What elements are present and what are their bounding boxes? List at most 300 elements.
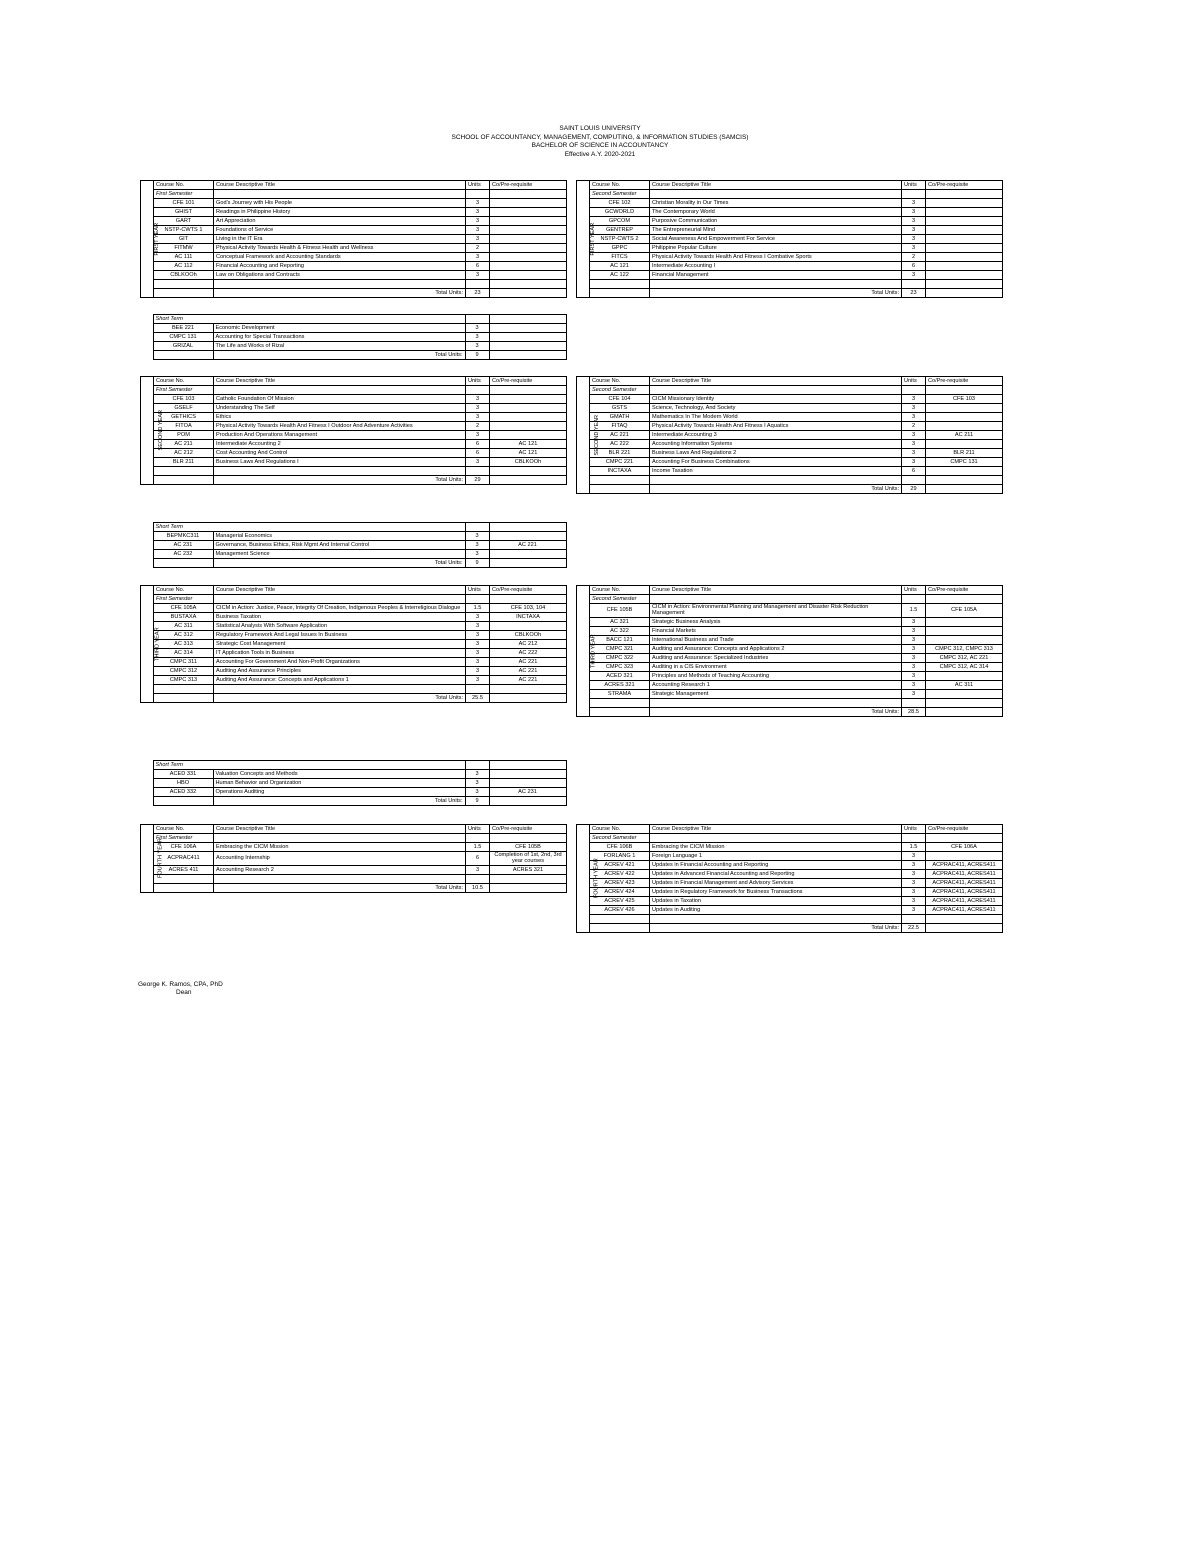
table-row bbox=[577, 199, 1003, 208]
empty-cell bbox=[153, 351, 213, 360]
course-prereq bbox=[490, 226, 567, 235]
course-title: Financial Management bbox=[650, 271, 902, 280]
course-title: Accounting For Business Combinations bbox=[650, 458, 902, 467]
course-code: CMPC 321 bbox=[590, 644, 650, 653]
effectivity: Effective A.Y. 2020-2021 bbox=[564, 150, 636, 158]
course-title: Physical Activity Towards Health And Fitness I Outdoor And Adventure Activities bbox=[214, 422, 466, 431]
col-title: Course Descriptive Title bbox=[650, 181, 902, 190]
table-row bbox=[141, 613, 567, 622]
course-title: Strategic Cost Management bbox=[214, 640, 466, 649]
course-units: 3 bbox=[466, 413, 490, 422]
table-row bbox=[577, 680, 1003, 689]
empty-cell bbox=[490, 476, 567, 485]
short-term-label: Short Term bbox=[153, 761, 465, 770]
course-prereq bbox=[926, 467, 1003, 476]
course-title: The Entrepreneurial Mind bbox=[650, 226, 902, 235]
course-title: IT Application Tools in Business bbox=[214, 649, 466, 658]
empty-cell bbox=[489, 761, 566, 770]
table-row bbox=[577, 653, 1003, 662]
table-header-row bbox=[140, 315, 566, 324]
course-code: GART bbox=[154, 217, 214, 226]
empty-cell bbox=[926, 707, 1003, 716]
empty-cell bbox=[490, 467, 567, 476]
col-title: Course Descriptive Title bbox=[214, 825, 466, 834]
empty-cell bbox=[902, 190, 926, 199]
course-code: STRAMA bbox=[590, 689, 650, 698]
course-title: International Business and Trade bbox=[650, 635, 902, 644]
course-prereq bbox=[490, 404, 567, 413]
empty-cell bbox=[140, 550, 153, 559]
col-units: Units bbox=[902, 181, 926, 190]
course-units: 3 bbox=[902, 680, 926, 689]
course-title: Auditing in a CIS Environment bbox=[650, 662, 902, 671]
blank-row bbox=[577, 280, 1003, 289]
table-row bbox=[141, 404, 567, 413]
empty-cell bbox=[926, 190, 1003, 199]
short-term-label: Short Term bbox=[153, 315, 465, 324]
course-code: CMPC 131 bbox=[153, 333, 213, 342]
table-row bbox=[141, 440, 567, 449]
course-code: AC 232 bbox=[153, 550, 213, 559]
col-units: Units bbox=[902, 377, 926, 386]
course-title: Operations Auditing bbox=[213, 788, 465, 797]
table-header-row bbox=[577, 586, 1003, 595]
col-prereq: Co/Pre-requisite bbox=[490, 377, 567, 386]
table-row bbox=[577, 689, 1003, 698]
course-units: 3 bbox=[902, 217, 926, 226]
table-row bbox=[577, 906, 1003, 915]
course-code: AC 212 bbox=[154, 449, 214, 458]
course-units: 3 bbox=[466, 658, 490, 667]
course-code: AC 321 bbox=[590, 617, 650, 626]
table-row bbox=[140, 788, 566, 797]
curriculum-table-3-short bbox=[140, 760, 566, 806]
course-prereq: AC 311 bbox=[926, 680, 1003, 689]
total-units: 10.5 bbox=[466, 883, 490, 892]
course-prereq bbox=[926, 689, 1003, 698]
total-units: 25.5 bbox=[466, 694, 490, 703]
empty-cell bbox=[465, 315, 489, 324]
course-units: 3 bbox=[902, 208, 926, 217]
col-units: Units bbox=[466, 377, 490, 386]
course-prereq bbox=[926, 199, 1003, 208]
course-prereq bbox=[926, 404, 1003, 413]
empty-cell bbox=[902, 915, 926, 924]
curriculum-table-1-second bbox=[576, 180, 1002, 298]
empty-cell bbox=[902, 280, 926, 289]
course-code: AC 222 bbox=[590, 440, 650, 449]
course-title: The Contemporary World bbox=[650, 208, 902, 217]
year-label bbox=[140, 523, 153, 532]
course-units: 6 bbox=[902, 262, 926, 271]
course-prereq bbox=[490, 271, 567, 280]
table-row bbox=[577, 226, 1003, 235]
course-title: Physical Activity Towards Health And Fitness I Aquatics bbox=[650, 422, 902, 431]
empty-cell bbox=[214, 386, 466, 395]
course-title: CICM in Action: Environmental Planning and Management and Disaster Risk Reduction Management bbox=[650, 604, 902, 618]
table-row bbox=[140, 324, 566, 333]
empty-cell bbox=[490, 834, 567, 843]
table-row bbox=[577, 271, 1003, 280]
course-title: Readings in Philippine History bbox=[214, 208, 466, 217]
table-row bbox=[577, 467, 1003, 476]
col-title: Course Descriptive Title bbox=[214, 586, 466, 595]
col-course-no: Course No. bbox=[590, 377, 650, 386]
total-label: Total Units: bbox=[214, 694, 466, 703]
course-title: Understanding The Self bbox=[214, 404, 466, 413]
course-units: 3 bbox=[902, 852, 926, 861]
col-course-no: Course No. bbox=[154, 825, 214, 834]
table-row bbox=[140, 770, 566, 779]
course-units: 3 bbox=[902, 458, 926, 467]
col-title: Course Descriptive Title bbox=[650, 377, 902, 386]
curriculum-table-2-first bbox=[140, 376, 566, 485]
course-title: Accounting for Special Transactions bbox=[213, 333, 465, 342]
course-title: Valuation Concepts and Methods bbox=[213, 770, 465, 779]
course-code: AC 314 bbox=[154, 649, 214, 658]
col-units: Units bbox=[466, 586, 490, 595]
total-units: 29 bbox=[466, 476, 490, 485]
course-units: 1.5 bbox=[466, 604, 490, 613]
col-title: Course Descriptive Title bbox=[650, 586, 902, 595]
table-row bbox=[140, 532, 566, 541]
course-title: Auditing and Assurance: Concepts and Applications 2 bbox=[650, 644, 902, 653]
course-prereq bbox=[926, 413, 1003, 422]
course-units: 3 bbox=[465, 550, 489, 559]
course-units: 2 bbox=[466, 244, 490, 253]
total-label: Total Units: bbox=[213, 559, 465, 568]
table-header-row bbox=[140, 523, 566, 532]
year-label-text: THIRD YEAR bbox=[154, 627, 161, 661]
course-code: CBLKOOh bbox=[154, 271, 214, 280]
empty-cell bbox=[490, 883, 567, 892]
course-prereq: ACPRAC411, ACRES411 bbox=[926, 870, 1003, 879]
empty-cell bbox=[140, 333, 153, 342]
empty-cell bbox=[465, 761, 489, 770]
col-course-no: Course No. bbox=[154, 377, 214, 386]
table-row bbox=[141, 395, 567, 404]
course-prereq bbox=[489, 532, 566, 541]
empty-cell bbox=[489, 315, 566, 324]
empty-cell bbox=[926, 476, 1003, 485]
course-units: 3 bbox=[466, 667, 490, 676]
course-units: 3 bbox=[465, 532, 489, 541]
year-label bbox=[141, 586, 161, 703]
course-units: 3 bbox=[902, 689, 926, 698]
course-prereq bbox=[926, 217, 1003, 226]
table-row bbox=[141, 649, 567, 658]
course-title: Updates in Advanced Financial Accounting and Reporting bbox=[650, 870, 902, 879]
empty-cell bbox=[650, 280, 902, 289]
course-code: CMPC 322 bbox=[590, 653, 650, 662]
empty-cell bbox=[902, 698, 926, 707]
course-title: Strategic Management bbox=[650, 689, 902, 698]
empty-cell bbox=[490, 874, 567, 883]
course-code: CFE 106A bbox=[154, 843, 214, 852]
course-units: 3 bbox=[465, 541, 489, 550]
course-code: CFE 105B bbox=[590, 604, 650, 618]
table-row bbox=[577, 897, 1003, 906]
year-label bbox=[577, 181, 597, 298]
course-prereq bbox=[926, 852, 1003, 861]
col-prereq: Co/Pre-requisite bbox=[490, 181, 567, 190]
course-prereq: AC 221 bbox=[490, 667, 567, 676]
course-title: Production And Operations Management bbox=[214, 431, 466, 440]
course-code: ACREV 426 bbox=[590, 906, 650, 915]
course-title: Strategic Business Analysis bbox=[650, 617, 902, 626]
empty-cell bbox=[490, 280, 567, 289]
empty-cell bbox=[926, 289, 1003, 298]
table-row bbox=[141, 253, 567, 262]
empty-cell bbox=[214, 467, 466, 476]
empty-cell bbox=[140, 342, 153, 351]
course-prereq bbox=[926, 208, 1003, 217]
course-units: 2 bbox=[466, 422, 490, 431]
col-units: Units bbox=[466, 825, 490, 834]
year-label bbox=[141, 377, 165, 485]
course-units: 3 bbox=[466, 458, 490, 467]
course-title: Financial Accounting and Reporting bbox=[214, 262, 466, 271]
course-prereq bbox=[490, 262, 567, 271]
course-units: 3 bbox=[902, 413, 926, 422]
table-row bbox=[577, 235, 1003, 244]
total-row bbox=[141, 476, 567, 485]
course-prereq bbox=[490, 208, 567, 217]
course-units: 3 bbox=[902, 653, 926, 662]
table-row bbox=[577, 253, 1003, 262]
semester-row bbox=[577, 834, 1003, 843]
course-prereq: AC 231 bbox=[489, 788, 566, 797]
year-label bbox=[141, 181, 161, 298]
empty-cell bbox=[926, 698, 1003, 707]
empty-cell bbox=[590, 485, 650, 494]
total-label: Total Units: bbox=[214, 883, 466, 892]
course-units: 3 bbox=[466, 208, 490, 217]
course-units: 3 bbox=[902, 671, 926, 680]
table-row bbox=[577, 413, 1003, 422]
empty-cell bbox=[926, 924, 1003, 933]
course-code: GRIZAL bbox=[153, 342, 213, 351]
course-units: 3 bbox=[466, 226, 490, 235]
course-title: Business Laws And Regulations 2 bbox=[650, 449, 902, 458]
empty-cell bbox=[153, 797, 213, 806]
course-title: The Life and Works of Rizal bbox=[213, 342, 465, 351]
course-code: AC 322 bbox=[590, 626, 650, 635]
total-units: 29 bbox=[902, 485, 926, 494]
course-code: AC 312 bbox=[154, 631, 214, 640]
course-code: FITOA bbox=[154, 422, 214, 431]
course-code: AC 221 bbox=[590, 431, 650, 440]
course-title: Social Awareness And Empowerment For Service bbox=[650, 235, 902, 244]
school-name: SCHOOL OF ACCOUNTANCY, MANAGEMENT, COMPUTING, & INFORMATION STUDIES (SAMCIS) bbox=[451, 133, 749, 141]
course-code: BUSTAXA bbox=[154, 613, 214, 622]
course-units: 3 bbox=[902, 449, 926, 458]
course-prereq bbox=[490, 413, 567, 422]
course-code: GSELF bbox=[154, 404, 214, 413]
semester-label: First Semester bbox=[154, 386, 214, 395]
empty-cell bbox=[590, 289, 650, 298]
course-units: 3 bbox=[465, 770, 489, 779]
empty-cell bbox=[140, 788, 153, 797]
course-code: CFE 101 bbox=[154, 199, 214, 208]
course-units: 3 bbox=[902, 662, 926, 671]
course-title: Human Behavior and Organization bbox=[213, 779, 465, 788]
course-units: 3 bbox=[902, 879, 926, 888]
table-row bbox=[577, 870, 1003, 879]
course-prereq: ACPRAC411, ACRES411 bbox=[926, 888, 1003, 897]
total-row bbox=[141, 883, 567, 892]
empty-cell bbox=[140, 532, 153, 541]
total-row bbox=[140, 797, 566, 806]
course-title: Income Taxation bbox=[650, 467, 902, 476]
table-header-row bbox=[141, 377, 567, 386]
empty-cell bbox=[140, 324, 153, 333]
col-units: Units bbox=[466, 181, 490, 190]
empty-cell bbox=[926, 834, 1003, 843]
course-prereq: INCTAXA bbox=[490, 613, 567, 622]
empty-cell bbox=[902, 386, 926, 395]
table-row bbox=[577, 395, 1003, 404]
course-units: 3 bbox=[466, 235, 490, 244]
course-prereq bbox=[490, 244, 567, 253]
course-prereq bbox=[490, 217, 567, 226]
empty-cell bbox=[490, 694, 567, 703]
course-units: 2 bbox=[902, 422, 926, 431]
blank-row bbox=[577, 915, 1003, 924]
course-units: 6 bbox=[466, 440, 490, 449]
course-code: ACED 331 bbox=[153, 770, 213, 779]
course-units: 3 bbox=[465, 788, 489, 797]
course-title: Accounting For Government And Non-Profit Organizations bbox=[214, 658, 466, 667]
empty-cell bbox=[214, 280, 466, 289]
course-units: 3 bbox=[902, 906, 926, 915]
empty-cell bbox=[466, 190, 490, 199]
course-prereq: Completion of 1st, 2nd, 3rd year courses bbox=[490, 852, 567, 866]
table-row bbox=[577, 879, 1003, 888]
year-label-text: FOURTH YEAR bbox=[157, 838, 164, 879]
total-row bbox=[140, 351, 566, 360]
empty-cell bbox=[590, 280, 650, 289]
course-units: 3 bbox=[466, 253, 490, 262]
semester-row bbox=[577, 595, 1003, 604]
empty-cell bbox=[214, 595, 466, 604]
course-title: Law on Obligations and Contracts bbox=[214, 271, 466, 280]
course-prereq: AC 121 bbox=[490, 440, 567, 449]
course-prereq bbox=[490, 235, 567, 244]
course-prereq: ACPRAC411, ACRES411 bbox=[926, 897, 1003, 906]
course-code: GPCOM bbox=[590, 217, 650, 226]
total-row bbox=[140, 559, 566, 568]
empty-cell bbox=[926, 386, 1003, 395]
table-header-row bbox=[141, 825, 567, 834]
curriculum-table-4-second bbox=[576, 824, 1002, 933]
total-row bbox=[577, 485, 1003, 494]
empty-cell bbox=[140, 797, 153, 806]
course-prereq: AC 221 bbox=[489, 541, 566, 550]
course-code: BEPMKC311 bbox=[153, 532, 213, 541]
course-title: Accounting Internship bbox=[214, 852, 466, 866]
table-row bbox=[141, 458, 567, 467]
course-prereq bbox=[490, 422, 567, 431]
empty-cell bbox=[902, 834, 926, 843]
course-units: 3 bbox=[466, 271, 490, 280]
course-code: CMPC 311 bbox=[154, 658, 214, 667]
course-units: 3 bbox=[902, 626, 926, 635]
course-prereq: AC 221 bbox=[490, 658, 567, 667]
course-code: CMPC 221 bbox=[590, 458, 650, 467]
table-row bbox=[577, 671, 1003, 680]
semester-row bbox=[141, 190, 567, 199]
empty-cell bbox=[650, 386, 902, 395]
course-title: Financial Markets bbox=[650, 626, 902, 635]
course-prereq bbox=[926, 626, 1003, 635]
course-title: Governance, Business Ethics, Risk Mgmt And Internal Control bbox=[213, 541, 465, 550]
table-row bbox=[577, 217, 1003, 226]
table-row bbox=[141, 449, 567, 458]
course-code: CMPC 323 bbox=[590, 662, 650, 671]
course-code: BACC 121 bbox=[590, 635, 650, 644]
table-row bbox=[577, 888, 1003, 897]
empty-cell bbox=[650, 915, 902, 924]
course-prereq: AC 221 bbox=[490, 676, 567, 685]
table-row bbox=[577, 626, 1003, 635]
table-row bbox=[140, 342, 566, 351]
course-prereq bbox=[490, 431, 567, 440]
course-units: 3 bbox=[902, 635, 926, 644]
blank-row bbox=[141, 467, 567, 476]
course-title: Business Laws And Regulations I bbox=[214, 458, 466, 467]
course-units: 2 bbox=[902, 253, 926, 262]
course-code: BLR 211 bbox=[154, 458, 214, 467]
blank-row bbox=[141, 280, 567, 289]
course-code: AC 231 bbox=[153, 541, 213, 550]
col-title: Course Descriptive Title bbox=[214, 181, 466, 190]
empty-cell bbox=[489, 523, 566, 532]
semester-label: Second Semester bbox=[590, 595, 650, 604]
total-units: 23 bbox=[902, 289, 926, 298]
course-code: ACREV 425 bbox=[590, 897, 650, 906]
course-code: GMATH bbox=[590, 413, 650, 422]
course-units: 1.5 bbox=[902, 843, 926, 852]
semester-row bbox=[577, 190, 1003, 199]
empty-cell bbox=[465, 523, 489, 532]
course-title: CICM in Action: Justice, Peace, Integrity Of Creation, Indigenous Peoples & Interreligious Dialogue bbox=[214, 604, 466, 613]
empty-cell bbox=[926, 485, 1003, 494]
course-code: AC 313 bbox=[154, 640, 214, 649]
empty-cell bbox=[590, 915, 650, 924]
course-code: GETHICS bbox=[154, 413, 214, 422]
col-course-no: Course No. bbox=[590, 181, 650, 190]
total-label: Total Units: bbox=[214, 476, 466, 485]
year-label-text: SECOND YEAR bbox=[594, 414, 601, 456]
course-title: Business Taxation bbox=[214, 613, 466, 622]
table-row bbox=[577, 843, 1003, 852]
signatory-name: George K. Ramos, CPA, PhD bbox=[138, 981, 223, 988]
course-title: CICM Missionary Identity bbox=[650, 395, 902, 404]
total-units: 23 bbox=[466, 289, 490, 298]
course-code: ACRES 411 bbox=[154, 865, 214, 874]
course-units: 3 bbox=[902, 870, 926, 879]
course-title: Physical Activity Towards Health And Fitness I Combative Sports bbox=[650, 253, 902, 262]
semester-label: First Semester bbox=[154, 595, 214, 604]
year-label-text: FIRST YEAR bbox=[590, 222, 597, 256]
table-row bbox=[141, 852, 567, 866]
table-row bbox=[141, 667, 567, 676]
course-code: FITCS bbox=[590, 253, 650, 262]
course-title: Embracing the CICM Mission bbox=[214, 843, 466, 852]
empty-cell bbox=[490, 685, 567, 694]
blank-row bbox=[577, 698, 1003, 707]
